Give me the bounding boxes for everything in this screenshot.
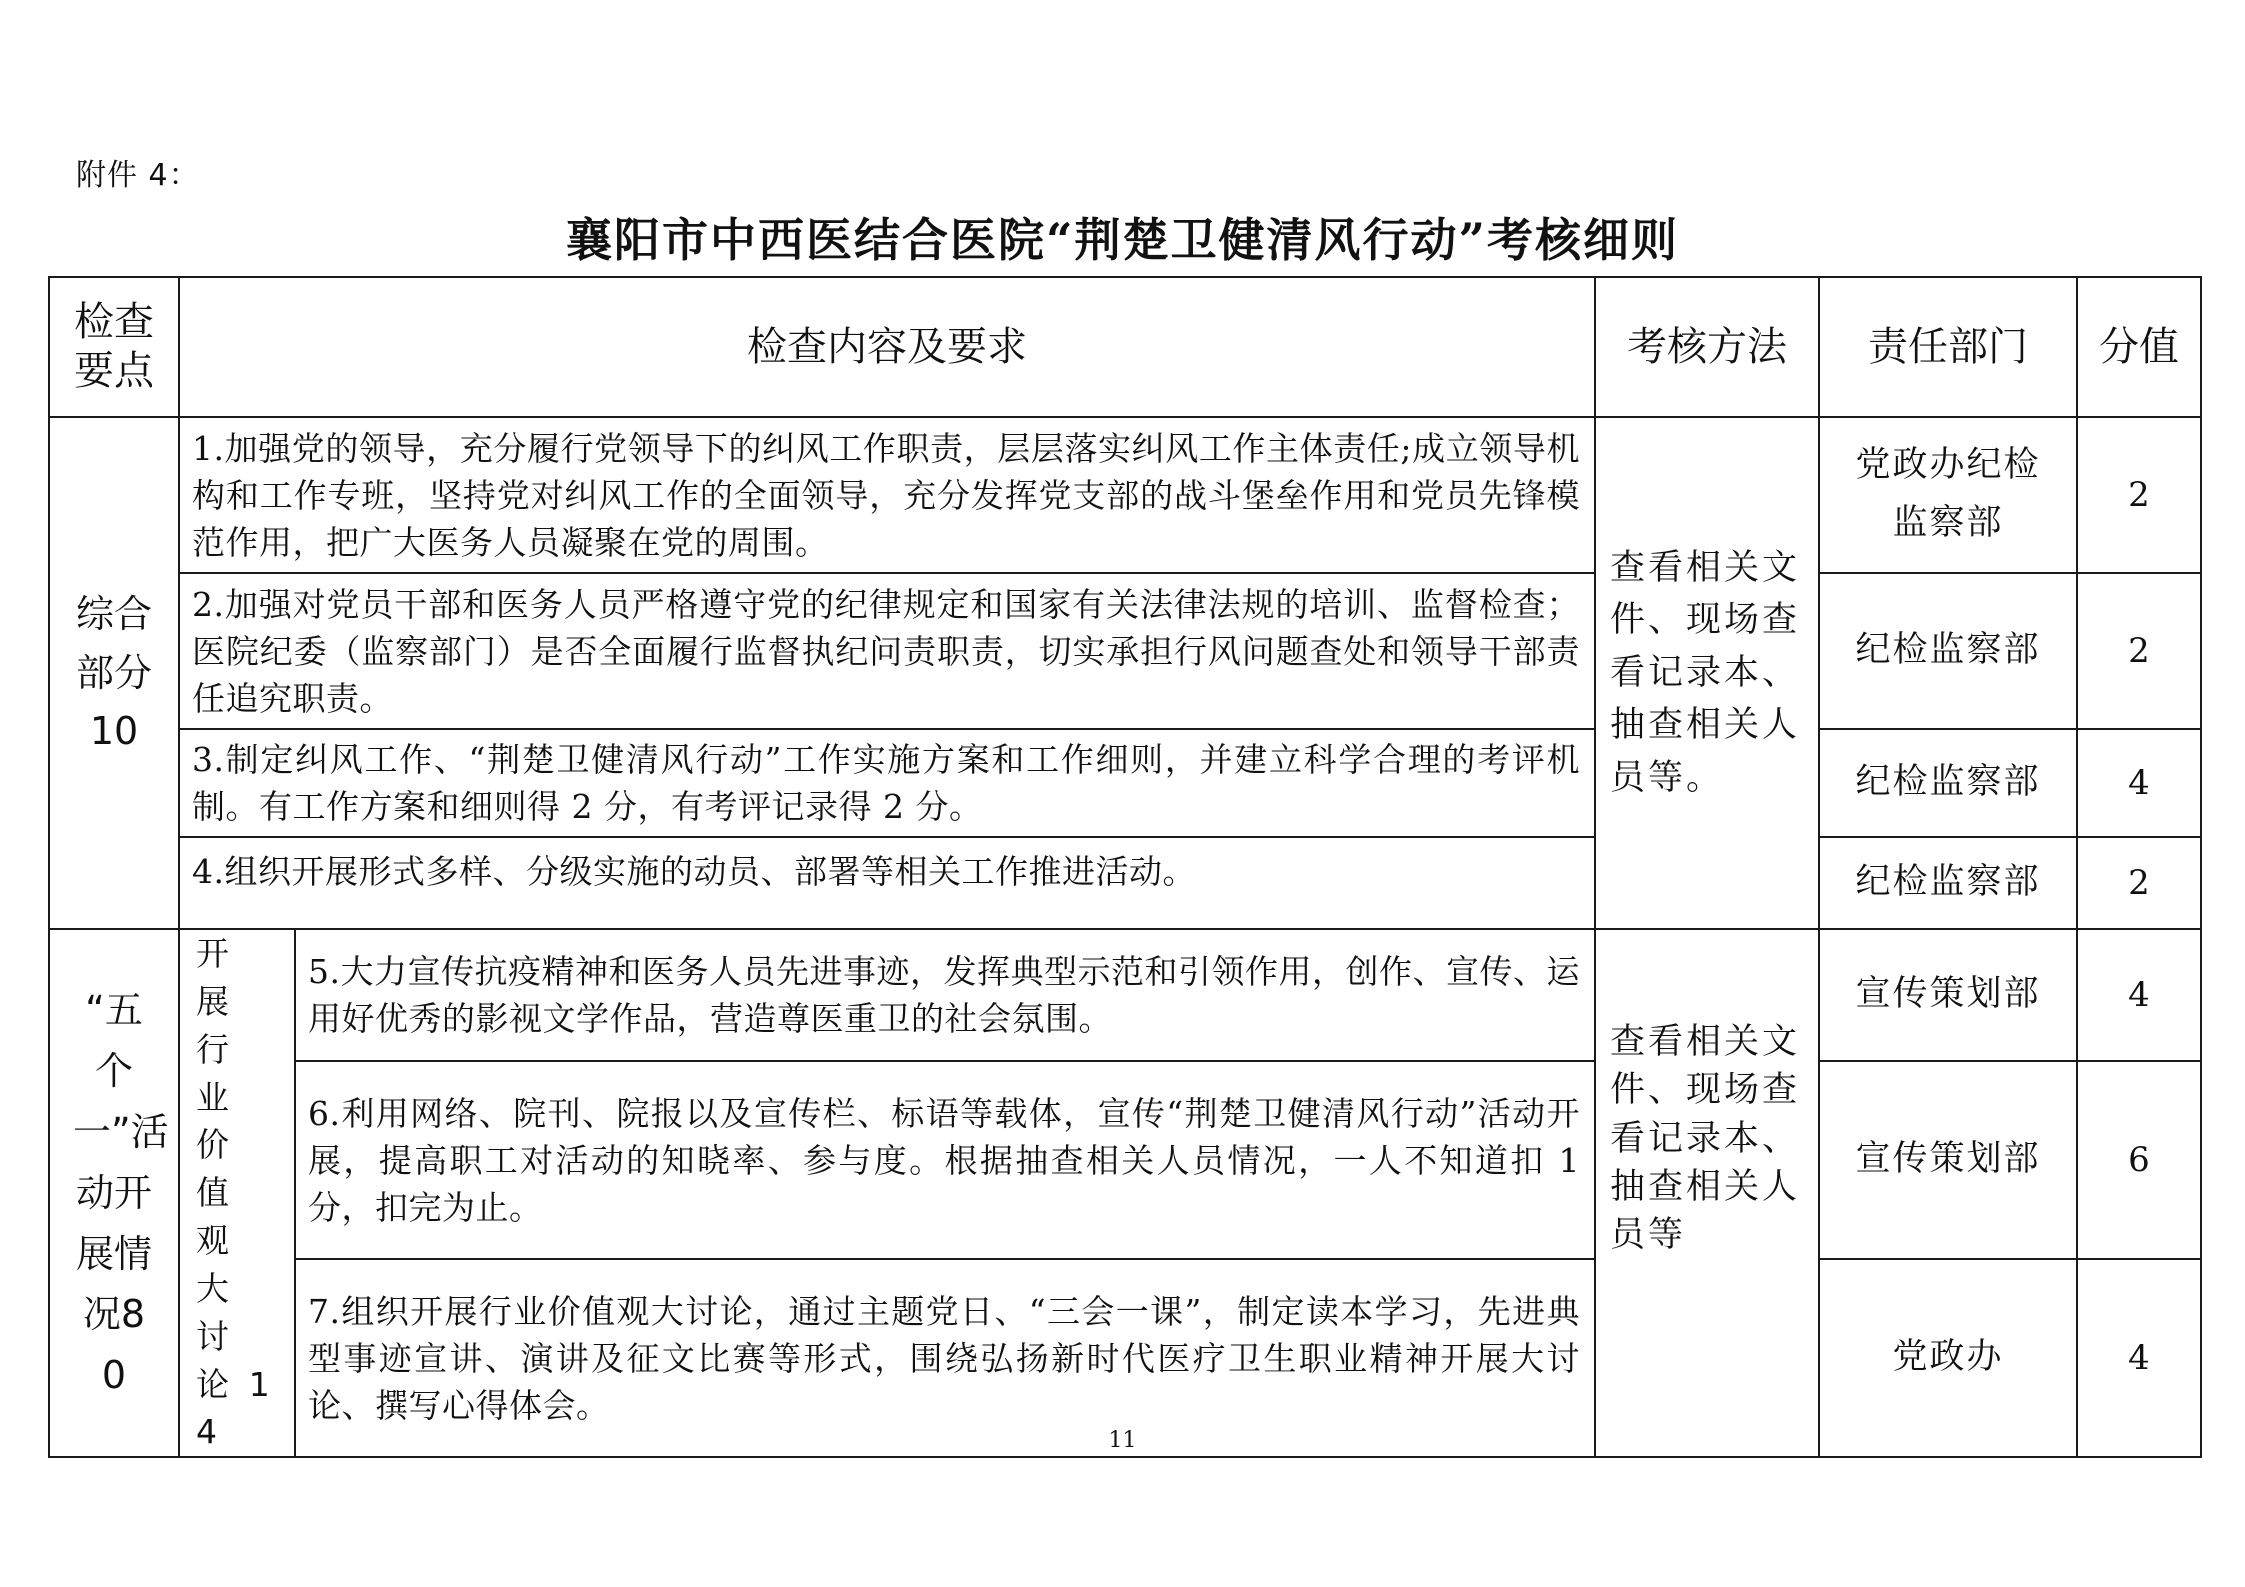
method-section1: 查看相关文件、现场查看记录本、抽查相关人员等。 xyxy=(1595,417,1819,929)
attachment-label: 附件 4： xyxy=(76,158,200,193)
score-6: 6 xyxy=(2077,1061,2201,1259)
dept-3: 纪检监察部 xyxy=(1819,729,2077,837)
header-content: 检查内容及要求 xyxy=(179,277,1595,417)
header-row xyxy=(49,277,2201,417)
score-2: 2 xyxy=(2077,573,2201,729)
table-row xyxy=(49,929,2201,1061)
header-point: 检查要点 xyxy=(49,277,179,417)
dept-1: 党政办纪检监察部 xyxy=(1819,417,2077,573)
header-dept: 责任部门 xyxy=(1819,277,2077,417)
score-4: 2 xyxy=(2077,837,2201,929)
dept-6: 宣传策划部 xyxy=(1819,1061,2077,1259)
subcategory-values-discussion: 开展行业价值观大讨论14 xyxy=(179,929,295,1457)
score-3: 4 xyxy=(2077,729,2201,837)
item-content-2: 2.加强对党员干部和医务人员严格遵守党的纪律规定和国家有关法律法规的培训、监督检查；医院纪委（监察部门）是否全面履行监督执纪问责职责，切实承担行风问题查处和领导干部责任追究职责。 xyxy=(179,573,1595,729)
assessment-table xyxy=(48,276,2202,1458)
page-number: 11 xyxy=(1108,1428,1137,1453)
table-row xyxy=(49,573,2201,729)
dept-2: 纪检监察部 xyxy=(1819,573,2077,729)
item-content-3: 3.制定纠风工作、“荆楚卫健清风行动”工作实施方案和工作细则，并建立科学合理的考评机制。有工作方案和细则得 2 分，有考评记录得 2 分。 xyxy=(179,729,1595,837)
score-1: 2 xyxy=(2077,417,2201,573)
document-title: 襄阳市中西医结合医院“荆楚卫健清风行动”考核细则 xyxy=(566,213,1679,267)
table-row xyxy=(49,417,2201,573)
table-row xyxy=(49,837,2201,929)
table-row xyxy=(49,729,2201,837)
dept-5: 宣传策划部 xyxy=(1819,929,2077,1061)
item-content-1: 1.加强党的领导，充分履行党领导下的纠风工作职责，层层落实纠风工作主体责任;成立领导机构和工作专班，坚持党对纠风工作的全面领导，充分发挥党支部的战斗堡垒作用和党员先锋模范作用，把广大医务人员凝聚在党的周围。 xyxy=(179,417,1595,573)
item-content-6: 6.利用网络、院刊、院报以及宣传栏、标语等载体，宣传“荆楚卫健清风行动”活动开展，提高职工对活动的知晓率、参与度。根据抽查相关人员情况，一人不知道扣 1 分，扣完为止。 xyxy=(295,1061,1595,1259)
method-section2: 查看相关文件、现场查看记录本、抽查相关人员等 xyxy=(1595,929,1819,1457)
dept-7: 党政办 xyxy=(1819,1259,2077,1457)
item-content-4: 4.组织开展形式多样、分级实施的动员、部署等相关工作推进活动。 xyxy=(179,837,1595,929)
category-comprehensive: 综合部分10 xyxy=(49,417,179,929)
item-content-7: 7.组织开展行业价值观大讨论，通过主题党日、“三会一课”，制定读本学习，先进典型事迹宣讲、演讲及征文比赛等形式，围绕弘扬新时代医疗卫生职业精神开展大讨论、撰写心得体会。 xyxy=(295,1259,1595,1457)
dept-4: 纪检监察部 xyxy=(1819,837,2077,929)
category-five-ones: “五个一”活动开展情况80 xyxy=(49,929,179,1457)
item-content-5: 5.大力宣传抗疫精神和医务人员先进事迹，发挥典型示范和引领作用，创作、宣传、运用好优秀的影视文学作品，营造尊医重卫的社会氛围。 xyxy=(295,929,1595,1061)
header-method: 考核方法 xyxy=(1595,277,1819,417)
table-row xyxy=(49,1061,2201,1259)
score-5: 4 xyxy=(2077,929,2201,1061)
score-7: 4 xyxy=(2077,1259,2201,1457)
header-score: 分值 xyxy=(2077,277,2201,417)
